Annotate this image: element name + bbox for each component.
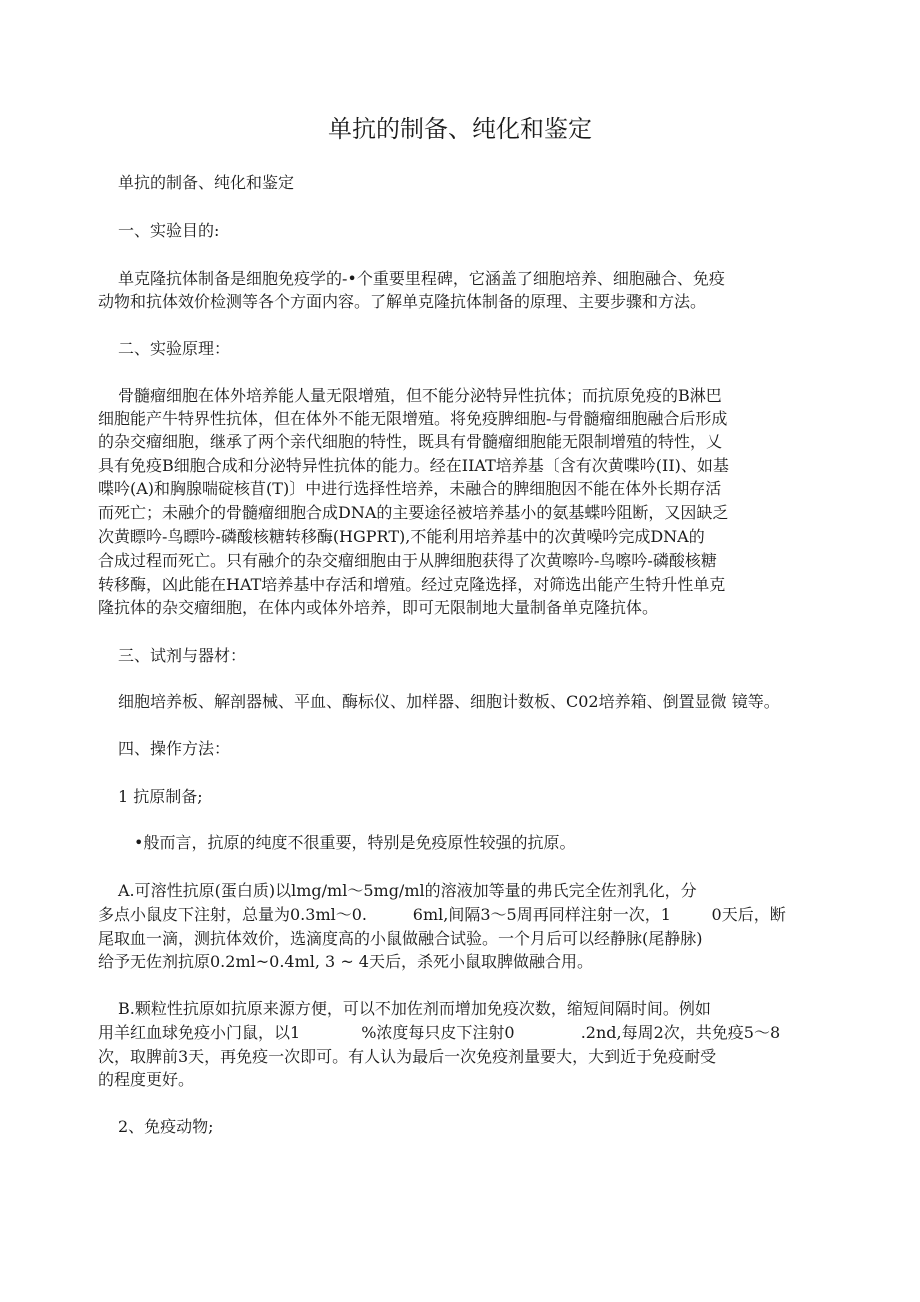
paragraph-line: 的杂交瘤细胞，继承了两个亲代细胞的特性，既具有骨髓瘤细胞能无限制增殖的特性，乂 (98, 432, 723, 451)
section-heading-reagents: 三、试剂与器材： (118, 646, 247, 665)
paragraph-line: 次黄瞟吟-鸟瞟吟-磷酸核糖转移酶(HGPRT),不能利用培养基中的次黄噪吟完成DNA的 (98, 527, 705, 546)
section-heading-methods: 四、操作方法： (118, 739, 231, 758)
paragraph-line: B.颗粒性抗原如抗原来源方便，可以不加佐剂而增加免疫次数，缩短间隔时间。例如 (118, 999, 711, 1018)
subsection-heading-immunize: 2、免疫动物; (118, 1117, 214, 1136)
paragraph-line: 喋吟(A)和胸腺喘碇核苜(T)〕中进行选择性培养，未融合的脾细胞因不能在体外长期存活 (98, 479, 722, 498)
paragraph-line: 的程度更好。 (98, 1070, 195, 1089)
paragraph-line: 骨髓瘤细胞在体外培养能人量无限增殖，但不能分泌特异性抗体；而抗原免疫的B淋巴 (118, 386, 722, 405)
subtitle-line: 单抗的制备、纯化和鉴定 (118, 173, 295, 192)
section-heading-principle: 二、实验原理： (118, 339, 231, 358)
paragraph-line: 用羊红血球免疫小门鼠，以1 %浓度每只皮下注射0 .2nd,每周2次，共免疫5～8 (98, 1023, 781, 1042)
paragraph-line: 而死亡；未融介的骨髓瘤细胞合成DNA的主要途径被培养基小的氨基蝶吟阻断，又因缺乏 (98, 503, 729, 522)
paragraph-line: 给予无佐剂抗原0.2ml~0.4ml, 3 ~ 4天后，杀死小鼠取脾做融合用。 (98, 952, 593, 971)
paragraph-line: 隆抗体的杂交瘤细胞，在体内或体外培养，即可无限制地大量制备单克隆抗体。 (98, 598, 659, 617)
subsection-heading-antigen: 1 抗原制备; (118, 787, 203, 806)
document-title: 单抗的制备、纯化和鉴定 (328, 115, 592, 143)
paragraph-line: 动物和抗体效价检测等各个方面内容。了解单克隆抗体制备的原理、主要步骤和方法。 (98, 292, 707, 311)
paragraph-line: 转移酶，凶此能在HAT培养基中存活和增殖。经过克隆选择，对筛选出能产生特升性单克 (98, 575, 726, 594)
paragraph-line: 多点小鼠皮下注射，总量为0.3ml～0. 6ml,间隔3～5周再同样注射一次，1 0天后，断 (98, 905, 786, 924)
paragraph-line: 次，取脾前3天，再免疫一次即可。有人认为最后一次免疫剂量要大，大到近于免疫耐受 (98, 1047, 717, 1066)
paragraph-line: 单克隆抗体制备是细胞免疫学的-•个重要里程碑，它涵盖了细胞培养、细胞融合、免疫 (118, 269, 725, 288)
section-heading-purpose: 一、实验目的: (118, 221, 220, 240)
paragraph-line: A.可溶性抗原(蛋白质)以lmg/ml～5mg/ml的溶液加等量的弗氏完全佐剂乳化，分 (118, 881, 697, 900)
paragraph-line: 细胞培养板、解剖器械、平血、酶标仪、加样器、细胞计数板、C02培养箱、倒置显微 镜等。 (118, 692, 780, 711)
paragraph-line: 尾取血一滴，测抗体效价，选滴度高的小鼠做融合试验。一个月后可以经静脉(尾静脉) (98, 929, 703, 948)
paragraph-line: •般而言，抗原的纯度不很重要，特别是免疫原性较强的抗原。 (134, 833, 576, 852)
paragraph-line: 合成过程而死亡。只有融介的杂交瘤细胞由于从脾细胞获得了次黄嚓吟-鸟嚓吟-磷酸核糖 (98, 551, 717, 570)
paragraph-line: 细胞能产牛特界性抗体，但在体外不能无限增殖。将免疫脾细胞-与骨髓瘤细胞融合后形成 (98, 409, 728, 428)
paragraph-line: 具有免疫B细胞合成和分泌特异性抗体的能力。经在IIAT培养基〔含有次黄喋吟(II)、如基 (98, 456, 729, 475)
